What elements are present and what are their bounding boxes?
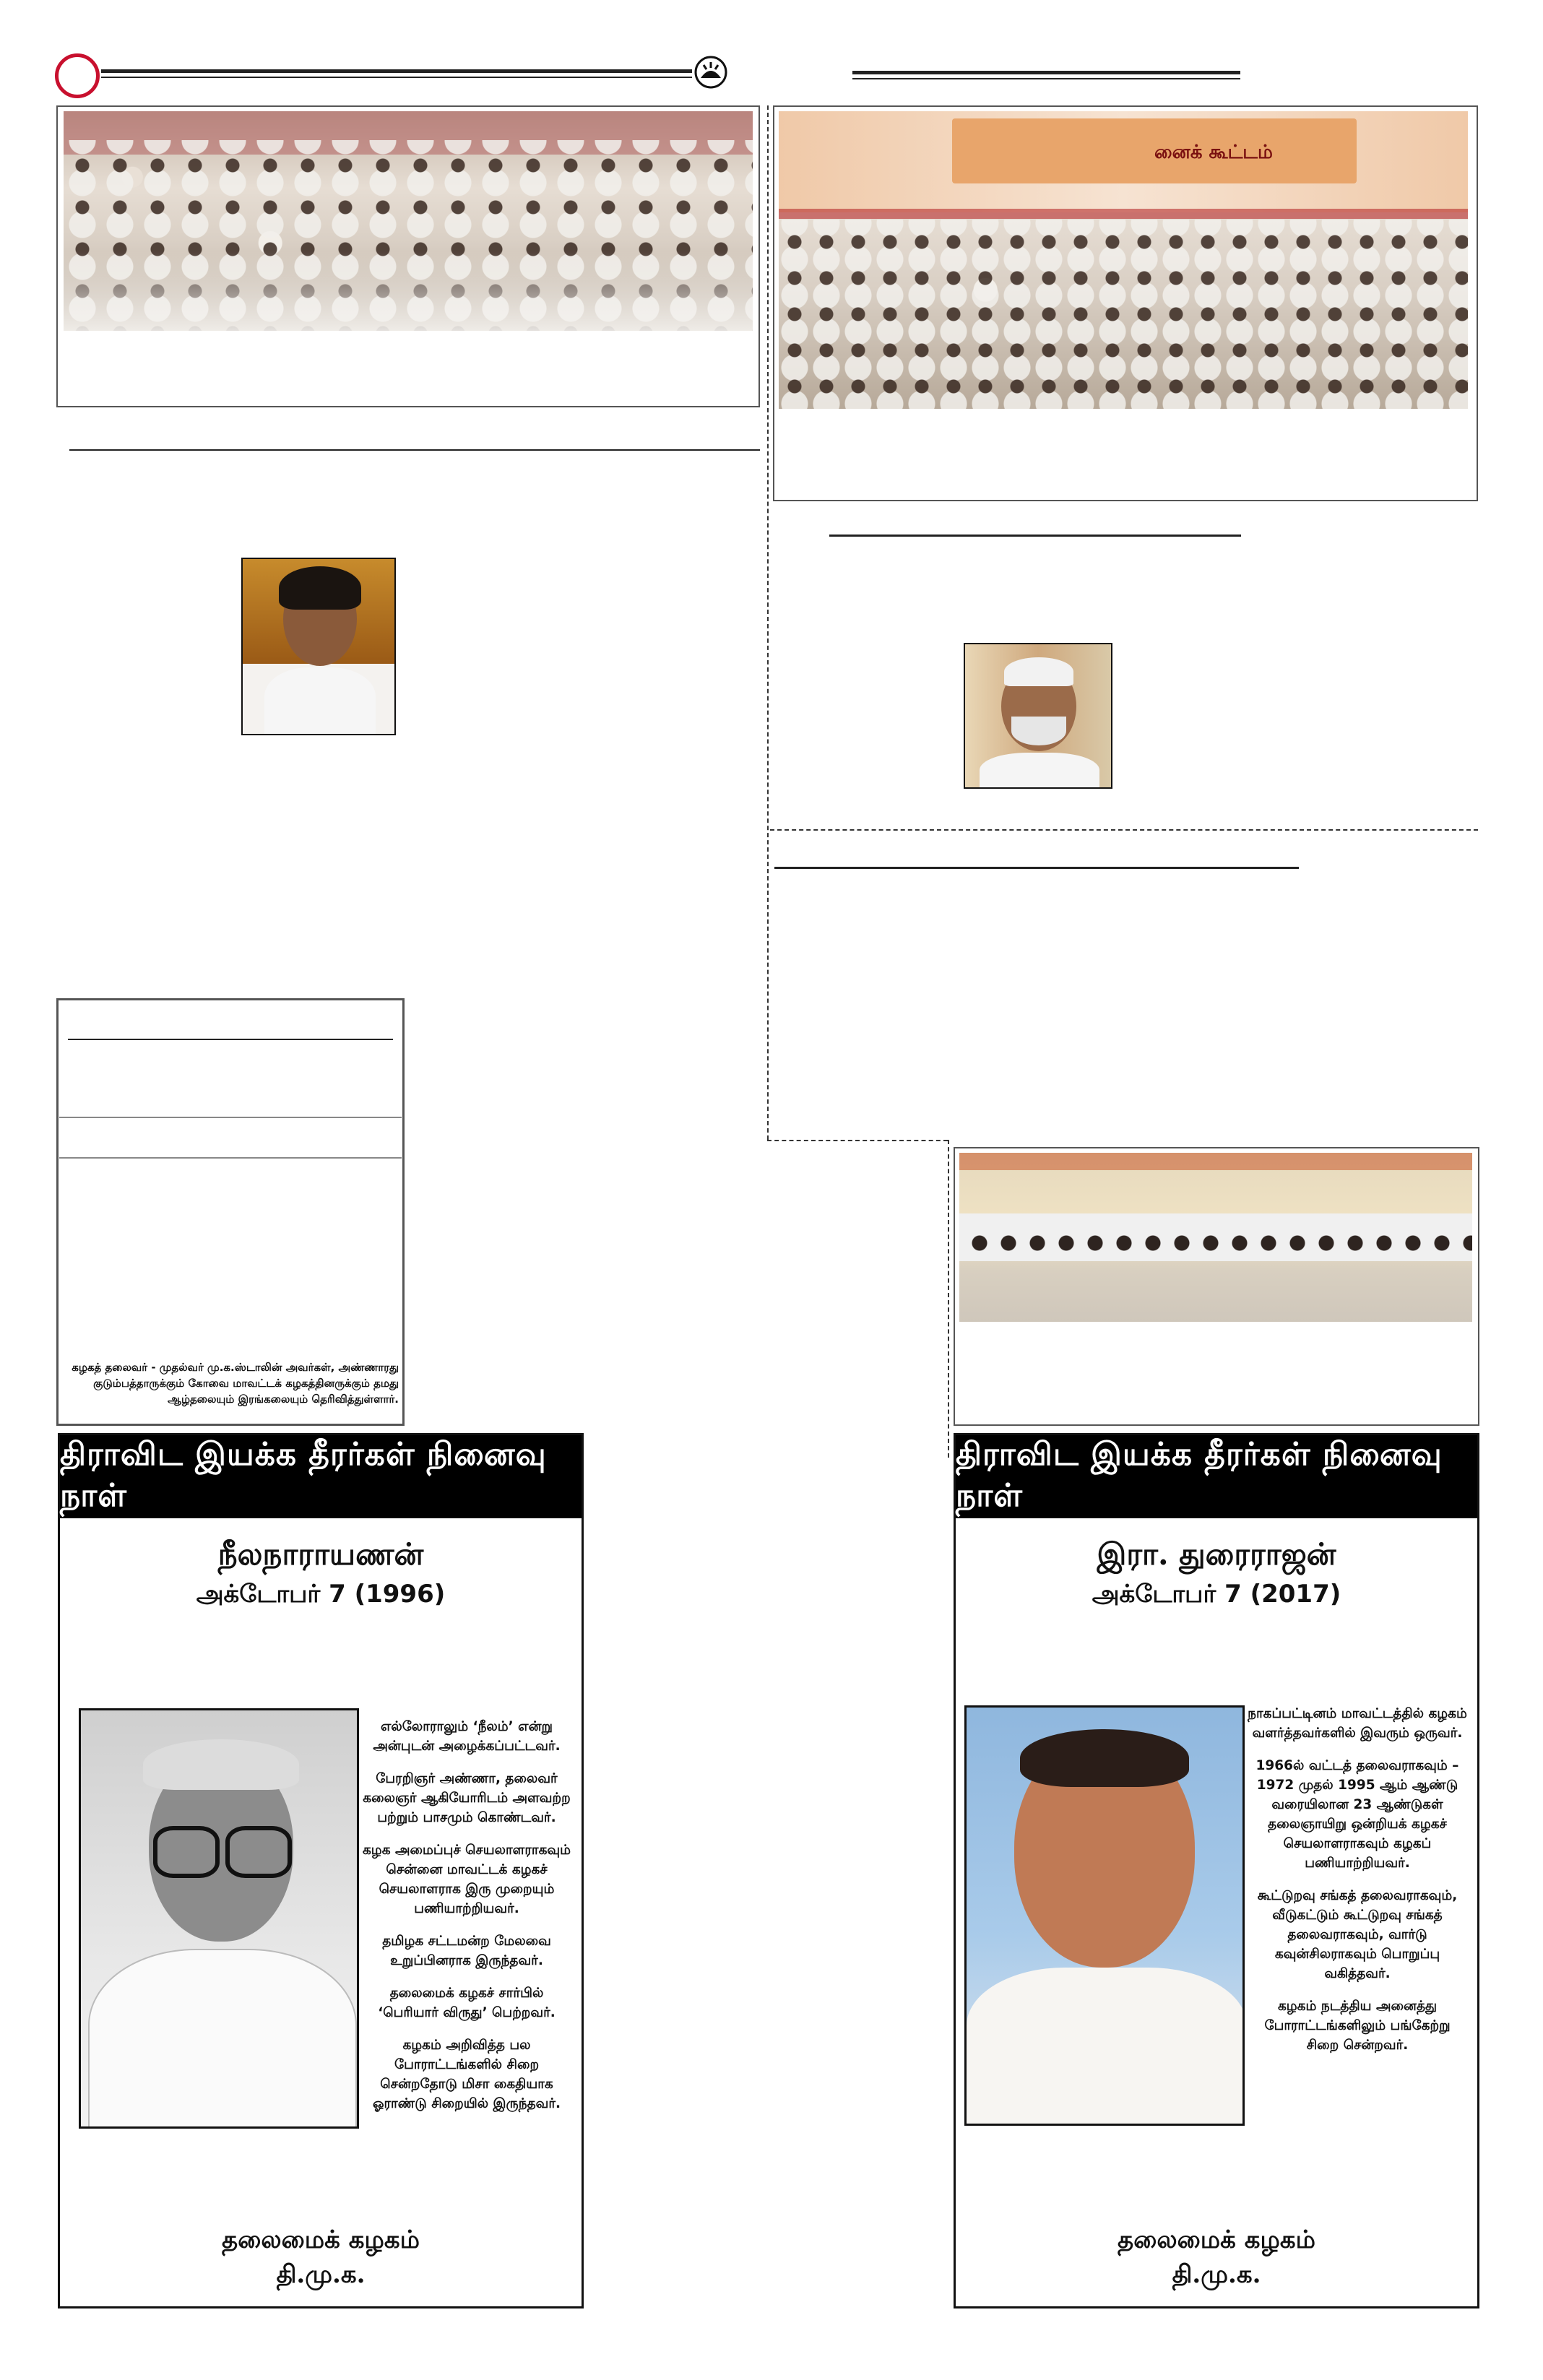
memorial-name: நீலநாராயணன் (217, 1536, 424, 1572)
portrait-headshot-left (241, 558, 396, 735)
memorial-footer (60, 2223, 582, 2292)
memorial-date: அக்டோபர் 7 (1996) (196, 1580, 446, 1609)
bio-paragraph: கூட்டுறவு சங்கத் தலைவராகவும், வீடுகட்டும் கூட்டுறவு சங்கத் தலைவராகவும், வார்டு கவுன்சிலராகவும் பொறுப்பு வகித்தவர். (1257, 1888, 1458, 1981)
footer-party: தி.மு.க. (276, 2260, 366, 2289)
headline-rule-right-1 (829, 535, 1241, 537)
photo-public-meeting (779, 111, 1468, 409)
masthead-rule-left (101, 69, 692, 73)
headline-rule-right-2 (774, 867, 1299, 869)
divider-step-down (948, 1140, 949, 1458)
bio-paragraph: கழகம் நடத்திய அனைத்து போராட்டங்களிலும் பங்கேற்று சிறை சென்றவர். (1264, 1999, 1451, 2053)
memorial-header: திராவிட இயக்க தீரர்கள் நினைவு நாள் (956, 1435, 1477, 1518)
masthead-rule-right-thin (852, 78, 1240, 79)
bio-paragraph: கழக அமைப்புச் செயலாளராகவும் சென்னை மாவட்டக் கழகச் செயலாளராக இரு முறையும் பணியாற்றியவர். (362, 1843, 571, 1916)
memorial-header: திராவிட இயக்க தீரர்கள் நினைவு நாள் (60, 1435, 582, 1518)
bio-paragraph: நாகப்பட்டினம் மாவட்டத்தில் கழகம் வளர்த்தவர்களில் இவரும் ஒருவர். (1248, 1706, 1467, 1741)
horizontal-divider (770, 829, 1478, 831)
photo-party-gathering (64, 111, 753, 331)
memorial-card-right (954, 1433, 1479, 2308)
memorial-portrait (79, 1708, 359, 2129)
footer-org: தலைமைக் கழகம் (1118, 2225, 1315, 2254)
photo-group (959, 1153, 1472, 1322)
memorial-footer (956, 2223, 1477, 2292)
masthead-rule-right (852, 71, 1240, 74)
rising-sun-emblem-icon (693, 55, 728, 90)
footer-party: தி.மு.க. (1172, 2260, 1261, 2289)
inset-rule-2 (59, 1117, 402, 1118)
bio-paragraph: தலைமைக் கழகச் சார்பில் ‘பெரியார் விருது’ பெற்றவர். (378, 1986, 556, 2020)
bio-paragraph: தமிழக சட்டமன்ற மேலவை உறுப்பினராக இருந்தவர். (382, 1934, 551, 1968)
memorial-bio (1248, 1704, 1467, 2068)
footer-org: தலைமைக் கழகம் (222, 2225, 420, 2254)
bio-paragraph: பேரறிஞர் அண்ணா, தலைவர் கலைஞர் ஆகியோரிடம் அளவற்ற பற்றும் பாசமும் கொண்டவர். (363, 1771, 571, 1825)
memorial-bio (362, 1717, 571, 2126)
column-divider (767, 105, 769, 1140)
headline-rule-left (69, 449, 760, 451)
memorial-date: அக்டோபர் 7 (2017) (1092, 1580, 1341, 1609)
inset-rule-3 (59, 1157, 402, 1159)
memorial-portrait (964, 1705, 1245, 2126)
bio-paragraph: கழகம் அறிவித்த பல போராட்டங்களில் சிறை சென்றதோடு மிசா கைதியாக ஓராண்டு சிறையில் இருந்தவர். (372, 2038, 561, 2111)
banner-text: னைக் கூட்டம் (1154, 142, 1273, 163)
bio-paragraph: எல்லோராலும் ‘நீலம்’ என்று அன்புடன் அழைக்கப்பட்டவர். (373, 1719, 561, 1754)
portrait-headshot-right (964, 643, 1112, 789)
bio-paragraph: 1966ல் வட்டத் தலைவராகவும் – 1972 முதல் 1995 ஆம் ஆண்டு வரையிலான 23 ஆண்டுகள் தலைஞாயிறு ஒன்றியக் கழகச் செயலாளராகவும் கழகப் பணியாற்றியவர். (1255, 1758, 1459, 1871)
memorial-name: இரா. துரைராஜன் (1097, 1536, 1336, 1572)
memorial-card-left (58, 1433, 584, 2308)
inset-caption: கழகத் தலைவர் - முதல்வர் மு.க.ஸ்டாலின் அவர்கள், அண்ணாரது குடும்பத்தாருக்கும் கோவை மாவட்டக் கழகத்தினருக்கும் தமது ஆழ்தலையும் இரங்கலையும் தெரிவித்துள்ளார். (72, 1361, 399, 1406)
masthead-rule-left-thin (101, 77, 692, 78)
divider-step (767, 1140, 948, 1141)
masthead-circle (55, 53, 100, 98)
inset-rule-1 (68, 1039, 393, 1040)
